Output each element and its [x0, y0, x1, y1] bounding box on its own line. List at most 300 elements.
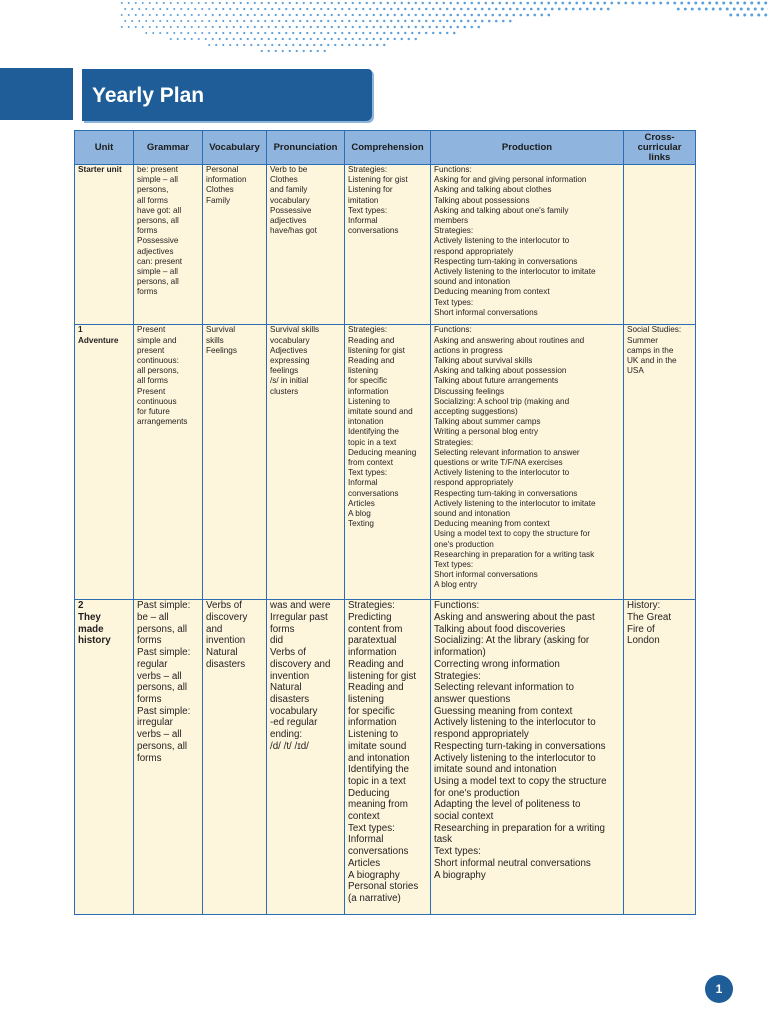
decorative-dot	[540, 2, 543, 5]
decorative-dot	[320, 8, 322, 10]
decorative-dot	[268, 50, 270, 52]
decorative-dot	[362, 20, 364, 22]
decorative-dot	[289, 14, 291, 16]
decorative-dot	[463, 26, 466, 29]
decorative-dot	[380, 2, 382, 4]
decorative-dot	[166, 32, 168, 34]
decorative-dot	[289, 26, 291, 28]
decorative-dot	[236, 44, 238, 46]
decorative-dot	[219, 26, 221, 28]
vocabulary-cell: Survival skills Feelings	[203, 325, 267, 600]
decorative-dot	[369, 32, 371, 34]
decorative-dot	[205, 2, 207, 4]
decorative-dot	[359, 14, 361, 16]
decorative-dot	[229, 8, 231, 10]
decorative-dot	[624, 2, 627, 5]
decorative-dot	[610, 2, 613, 5]
decorative-dot	[345, 26, 347, 28]
decorative-dot	[359, 38, 361, 40]
decorative-dot	[303, 38, 305, 40]
decorative-dot	[352, 38, 354, 40]
decorative-dot	[366, 14, 368, 16]
decorative-dot	[257, 32, 259, 34]
cross-curricular-cell: Social Studies: Summer camps in the UK and in the USA	[624, 325, 696, 600]
decorative-dot	[408, 2, 410, 4]
decorative-dot	[142, 14, 144, 16]
decorative-dot	[282, 14, 284, 16]
decorative-dot	[243, 32, 245, 34]
decorative-dot	[219, 2, 221, 4]
decorative-dot	[401, 2, 403, 4]
decorative-dot	[254, 38, 256, 40]
table-row-unit-1	[75, 325, 696, 600]
decorative-dot	[533, 14, 536, 17]
decorative-dot	[254, 2, 256, 4]
decorative-dot	[387, 14, 389, 16]
decorative-dot	[526, 14, 529, 17]
decorative-dot	[324, 26, 326, 28]
unit-number: 2	[78, 600, 84, 612]
decorative-dot	[313, 32, 315, 34]
decorative-dot	[422, 14, 424, 16]
decorative-dot	[271, 20, 273, 22]
decorative-dot	[205, 26, 207, 28]
decorative-dot	[229, 32, 231, 34]
decorative-dot	[331, 26, 333, 28]
decorative-dot	[463, 14, 466, 17]
decorative-dot	[373, 38, 375, 40]
decorative-dot	[180, 20, 182, 22]
decorative-dot	[436, 26, 438, 28]
decorative-dot	[257, 44, 259, 46]
decorative-dot	[523, 8, 526, 11]
decorative-dot	[299, 44, 301, 46]
decorative-dot	[729, 2, 732, 5]
decorative-dot	[394, 26, 396, 28]
decorative-dot	[184, 26, 186, 28]
decorative-dot	[201, 8, 203, 10]
decorative-dot	[439, 20, 441, 22]
decorative-dot	[547, 2, 550, 5]
decorative-dot	[512, 2, 515, 5]
decorative-dot	[254, 14, 256, 16]
decorative-dot	[275, 14, 277, 16]
decorative-dot	[432, 32, 434, 34]
decorative-dot	[149, 14, 151, 16]
decorative-dot	[519, 2, 522, 5]
decorative-dot	[362, 32, 364, 34]
decorative-dot	[481, 8, 484, 11]
decorative-dot	[159, 32, 161, 34]
decorative-dot	[121, 26, 123, 28]
decorative-dot	[250, 44, 252, 46]
decorative-dot	[261, 50, 263, 52]
decorative-dot	[331, 14, 333, 16]
decorative-dot	[264, 20, 266, 22]
decorative-dot	[170, 2, 172, 4]
decorative-dot	[215, 44, 217, 46]
decorative-dot	[177, 14, 179, 16]
decorative-dot	[460, 20, 463, 23]
decorative-dot	[268, 26, 270, 28]
decorative-dot	[194, 8, 196, 10]
decorative-dot	[456, 2, 459, 5]
cross-curricular-cell: History: The Great Fire of London	[624, 600, 696, 915]
table-row-unit-2	[75, 600, 696, 915]
decorative-dot	[491, 14, 494, 17]
decorative-dot	[369, 8, 371, 10]
grammar-cell: Past simple: be – all persons, all forms Past simple: regular verbs – all persons, all forms Past simple: irregular verbs – all persons, all forms	[134, 600, 203, 915]
decorative-dot	[198, 14, 200, 16]
decorative-dot	[320, 32, 322, 34]
decorative-dot	[184, 2, 186, 4]
comprehension-cell: Strategies: Reading and listening for gist Reading and listening for specific information Listening to imitate sound and intonation Identifying the topic in a text Deducing meaning from context Text types: Informal conversations Articles A blog Texting	[345, 325, 431, 600]
decorative-dot	[310, 38, 312, 40]
decorative-dot	[275, 50, 277, 52]
decorative-dot	[289, 50, 291, 52]
decorative-dot	[247, 38, 249, 40]
decorative-dot	[373, 14, 375, 16]
decorative-dot	[191, 2, 193, 4]
decorative-dot	[222, 32, 224, 34]
decorative-dot	[453, 20, 456, 23]
decorative-dot	[121, 14, 123, 16]
grammar-cell: be: present simple – all persons, all forms have got: all persons, all forms Possessive adjectives can: present simple – all persons, all forms	[134, 165, 203, 325]
decorative-dot	[411, 20, 413, 22]
decorative-dot	[306, 44, 308, 46]
header-accent-bar	[0, 68, 73, 120]
decorative-dot	[173, 32, 175, 34]
decorative-dot	[418, 32, 420, 34]
decorative-dot	[317, 26, 319, 28]
decorative-dot	[149, 26, 151, 28]
decorative-dot	[271, 32, 273, 34]
header-vocabulary: Vocabulary	[203, 131, 267, 165]
decorative-dot	[418, 20, 420, 22]
decorative-dot	[453, 8, 456, 11]
decorative-dot	[376, 32, 378, 34]
decorative-dot	[334, 20, 336, 22]
decorative-dot	[394, 14, 396, 16]
decorative-dot	[505, 2, 508, 5]
decorative-dot	[194, 20, 196, 22]
decorative-dot	[282, 2, 284, 4]
decorative-dot	[243, 44, 245, 46]
decorative-dot	[247, 26, 249, 28]
decorative-dot	[446, 8, 448, 10]
decorative-dot	[362, 44, 364, 46]
decorative-dot	[222, 8, 224, 10]
decorative-dot	[387, 2, 389, 4]
comprehension-cell: Strategies: Listening for gist Listening for imitation Text types: Informal conversations	[345, 165, 431, 325]
decorative-dot	[198, 26, 200, 28]
decorative-dot	[415, 26, 417, 28]
decorative-dot	[233, 2, 235, 4]
decorative-dot	[443, 2, 445, 4]
unit-cell	[75, 600, 134, 915]
decorative-dot	[429, 14, 431, 16]
decorative-dot	[390, 32, 392, 34]
decorative-dot	[691, 8, 694, 11]
decorative-dot	[331, 38, 333, 40]
decorative-dot	[387, 38, 389, 40]
decorative-dot	[320, 20, 322, 22]
decorative-dot	[229, 20, 231, 22]
decorative-dot	[275, 26, 277, 28]
decorative-dot	[296, 14, 298, 16]
decorative-dot	[124, 8, 126, 10]
decorative-dot	[261, 38, 263, 40]
decorative-dot	[652, 2, 655, 5]
decorative-dot	[289, 2, 291, 4]
decorative-dot	[600, 8, 603, 11]
decorative-dot-pattern	[0, 0, 768, 60]
decorative-dot	[145, 20, 147, 22]
decorative-dot	[495, 8, 498, 11]
decorative-dot	[380, 38, 382, 40]
decorative-dot	[684, 8, 687, 11]
decorative-dot	[502, 8, 505, 11]
decorative-dot	[366, 38, 368, 40]
header-comprehension: Comprehension	[345, 131, 431, 165]
decorative-dot	[397, 32, 399, 34]
decorative-dot	[292, 32, 294, 34]
decorative-dot	[303, 2, 305, 4]
decorative-dot	[411, 8, 413, 10]
decorative-dot	[397, 8, 399, 10]
decorative-dot	[268, 38, 270, 40]
decorative-dot	[572, 8, 575, 11]
decorative-dot	[278, 8, 280, 10]
decorative-dot	[345, 2, 347, 4]
decorative-dot	[425, 20, 427, 22]
decorative-dot	[159, 20, 161, 22]
header-unit: Unit	[75, 131, 134, 165]
decorative-dot	[289, 38, 291, 40]
decorative-dot	[355, 44, 357, 46]
decorative-dot	[327, 20, 329, 22]
pronunciation-cell: was and were Irregular past forms did Verbs of discovery and invention Natural disasters vocabulary -ed regular ending: /d/ /t/ /ɪd/	[267, 600, 345, 915]
decorative-dot	[456, 14, 459, 17]
decorative-dot	[526, 2, 529, 5]
table-row-starter-unit	[75, 165, 696, 325]
decorative-dot	[152, 20, 154, 22]
decorative-dot	[250, 32, 252, 34]
decorative-dot	[205, 14, 207, 16]
decorative-dot	[677, 8, 680, 11]
decorative-dot	[226, 2, 228, 4]
decorative-dot	[519, 14, 522, 17]
decorative-dot	[131, 8, 133, 10]
header-grammar: Grammar	[134, 131, 203, 165]
decorative-dot	[208, 8, 210, 10]
decorative-dot	[348, 32, 350, 34]
decorative-dot	[467, 8, 470, 11]
decorative-dot	[222, 20, 224, 22]
decorative-dot	[481, 20, 484, 23]
decorative-dot	[394, 38, 396, 40]
decorative-dot	[191, 14, 193, 16]
decorative-dot	[719, 8, 722, 11]
decorative-dot	[327, 8, 329, 10]
decorative-dot	[708, 2, 711, 5]
decorative-dot	[352, 14, 354, 16]
decorative-dot	[408, 26, 410, 28]
decorative-dot	[659, 2, 662, 5]
decorative-dot	[271, 44, 273, 46]
decorative-dot	[631, 2, 634, 5]
decorative-dot	[439, 32, 441, 34]
decorative-dot	[453, 32, 456, 35]
decorative-dot	[401, 26, 403, 28]
decorative-dot	[436, 2, 438, 4]
decorative-dot	[264, 8, 266, 10]
decorative-dot	[547, 14, 550, 17]
decorative-dot	[254, 26, 256, 28]
decorative-dot	[121, 2, 123, 4]
decorative-dot	[247, 14, 249, 16]
production-cell: Functions: Asking and answering about routines and actions in progress Talking about survival skills Asking and talking about possession Talking about future arrangements Discussing feelings Socializing: A school trip (making and accepting suggestions) Talking about summer camps Writing a personal blog entry Strategies: Selecting relevant information to answer questions or write T/F/NA exercises Actively listening to the interlocutor to respond appropriately Respecting turn-taking in conversations Actively listening to the interlocutor to imitate sound and intonation Deducing meaning from context Using a model text to copy the structure for one's production Researching in preparation for a writing task Text types: Short informal conversations A blog entry	[431, 325, 624, 600]
decorative-dot	[282, 26, 284, 28]
decorative-dot	[540, 14, 543, 17]
decorative-dot	[299, 8, 301, 10]
decorative-dot	[163, 14, 165, 16]
decorative-dot	[166, 20, 168, 22]
decorative-dot	[352, 26, 354, 28]
decorative-dot	[512, 14, 515, 17]
grammar-cell: Present simple and present continuous: all persons, all forms Present continuous for future arrangements	[134, 325, 203, 600]
decorative-dot	[754, 8, 757, 11]
decorative-dot	[226, 38, 228, 40]
decorative-dot	[324, 50, 326, 52]
decorative-dot	[313, 44, 315, 46]
decorative-dot	[334, 32, 336, 34]
decorative-dot	[474, 8, 477, 11]
decorative-dot	[261, 26, 263, 28]
decorative-dot	[701, 2, 704, 5]
decorative-dot	[366, 26, 368, 28]
decorative-dot	[404, 8, 406, 10]
decorative-dot	[180, 8, 182, 10]
decorative-dot	[757, 14, 760, 17]
decorative-dot	[345, 38, 347, 40]
decorative-dot	[278, 32, 280, 34]
decorative-dot	[212, 26, 214, 28]
decorative-dot	[554, 2, 557, 5]
decorative-dot	[383, 32, 385, 34]
decorative-dot	[355, 8, 357, 10]
decorative-dot	[264, 32, 266, 34]
decorative-dot	[488, 20, 491, 23]
decorative-dot	[187, 8, 189, 10]
decorative-dot	[338, 2, 340, 4]
decorative-dot	[470, 14, 473, 17]
decorative-dot	[338, 38, 340, 40]
decorative-dot	[240, 38, 242, 40]
yearly-plan-table	[74, 130, 696, 915]
decorative-dot	[331, 2, 333, 4]
decorative-dot	[261, 14, 263, 16]
decorative-dot	[303, 26, 305, 28]
decorative-dot	[729, 14, 732, 17]
decorative-dot	[736, 2, 739, 5]
decorative-dot	[582, 2, 585, 5]
decorative-dot	[401, 38, 403, 40]
decorative-dot	[348, 44, 350, 46]
unit-name: Adventure	[78, 335, 119, 345]
decorative-dot	[432, 8, 434, 10]
decorative-dot	[355, 32, 357, 34]
decorative-dot	[666, 2, 669, 5]
decorative-dot	[163, 2, 165, 4]
decorative-dot	[359, 2, 361, 4]
decorative-dot	[215, 32, 217, 34]
decorative-dot	[257, 8, 259, 10]
decorative-dot	[285, 44, 287, 46]
decorative-dot	[369, 20, 371, 22]
decorative-dot	[128, 26, 130, 28]
decorative-dot	[589, 2, 592, 5]
decorative-dot	[561, 2, 564, 5]
decorative-dot	[477, 26, 480, 29]
decorative-dot	[292, 44, 294, 46]
decorative-dot	[750, 14, 753, 17]
decorative-dot	[177, 38, 179, 40]
decorative-dot	[275, 2, 277, 4]
decorative-dot	[415, 38, 417, 40]
decorative-dot	[166, 8, 168, 10]
decorative-dot	[551, 8, 554, 11]
decorative-dot	[596, 2, 599, 5]
decorative-dot	[226, 26, 228, 28]
decorative-dot	[575, 2, 578, 5]
decorative-dot	[306, 20, 308, 22]
decorative-dot	[443, 26, 445, 28]
decorative-dot	[687, 2, 690, 5]
decorative-dot	[387, 26, 389, 28]
unit-name: Starter unit	[78, 165, 122, 174]
decorative-dot	[603, 2, 606, 5]
decorative-dot	[439, 8, 441, 10]
decorative-dot	[429, 26, 431, 28]
decorative-dot	[698, 8, 701, 11]
decorative-dot	[740, 8, 743, 11]
decorative-dot	[446, 32, 448, 34]
decorative-dot	[449, 14, 452, 17]
decorative-dot	[446, 20, 448, 22]
decorative-dot	[425, 8, 427, 10]
decorative-dot	[397, 20, 399, 22]
decorative-dot	[376, 8, 378, 10]
decorative-dot	[257, 20, 259, 22]
decorative-dot	[743, 14, 746, 17]
decorative-dot	[233, 14, 235, 16]
decorative-dot	[533, 2, 536, 5]
decorative-dot	[376, 20, 378, 22]
decorative-dot	[219, 38, 221, 40]
decorative-dot	[124, 20, 126, 22]
decorative-dot	[187, 20, 189, 22]
decorative-dot	[233, 26, 235, 28]
decorative-dot	[149, 2, 151, 4]
decorative-dot	[317, 38, 319, 40]
decorative-dot	[278, 20, 280, 22]
decorative-dot	[310, 2, 312, 4]
decorative-dot	[310, 50, 312, 52]
decorative-dot	[299, 20, 301, 22]
decorative-dot	[341, 44, 343, 46]
decorative-dot	[376, 44, 378, 46]
